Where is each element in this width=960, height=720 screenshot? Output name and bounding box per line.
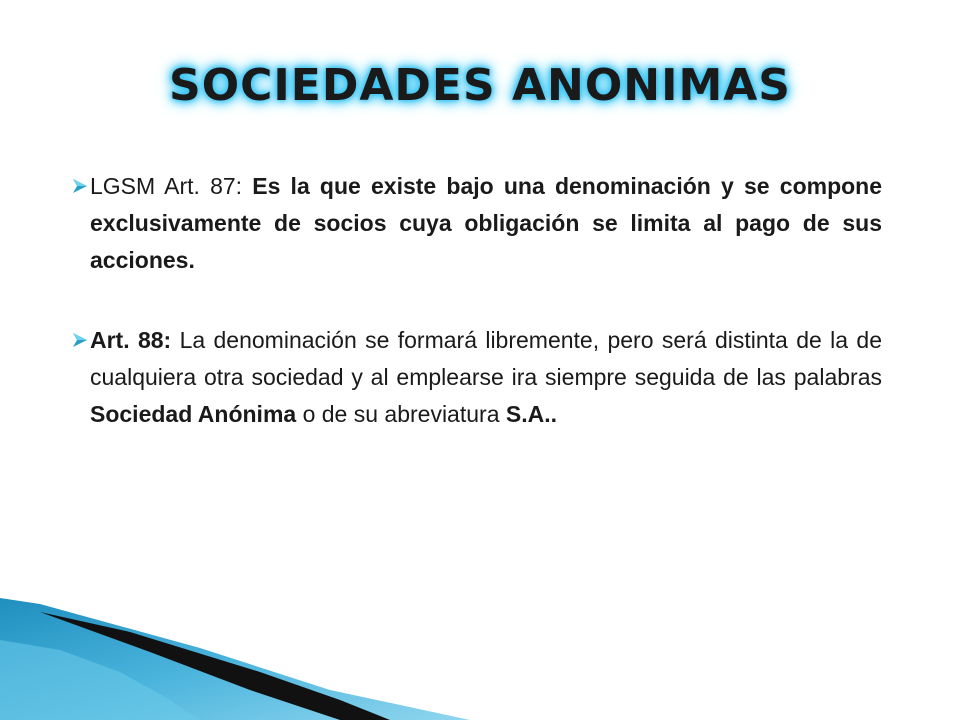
bullet-lead: Art. 88: xyxy=(90,327,172,353)
term-abbreviation: S.A.. xyxy=(505,401,557,427)
slide-title: SOCIEDADES ANONIMAS xyxy=(169,60,791,111)
bullet-body-2: o de su abreviatura xyxy=(296,401,506,427)
term-sociedad-anonima: Sociedad Anónima xyxy=(90,401,297,427)
bullet-body-1: La denominación se formará libremente, pero será distinta de la de cualquiera otra sociedad y al emplearse ira siempre seguida de las palabras xyxy=(90,327,882,390)
bullet-definition: Es la que existe bajo una denominación y se compone exclusivamente de socios cuya obligación se limita al pago de sus acciones. xyxy=(90,173,883,273)
bullet-lead: LGSM Art. 87: xyxy=(90,173,253,199)
